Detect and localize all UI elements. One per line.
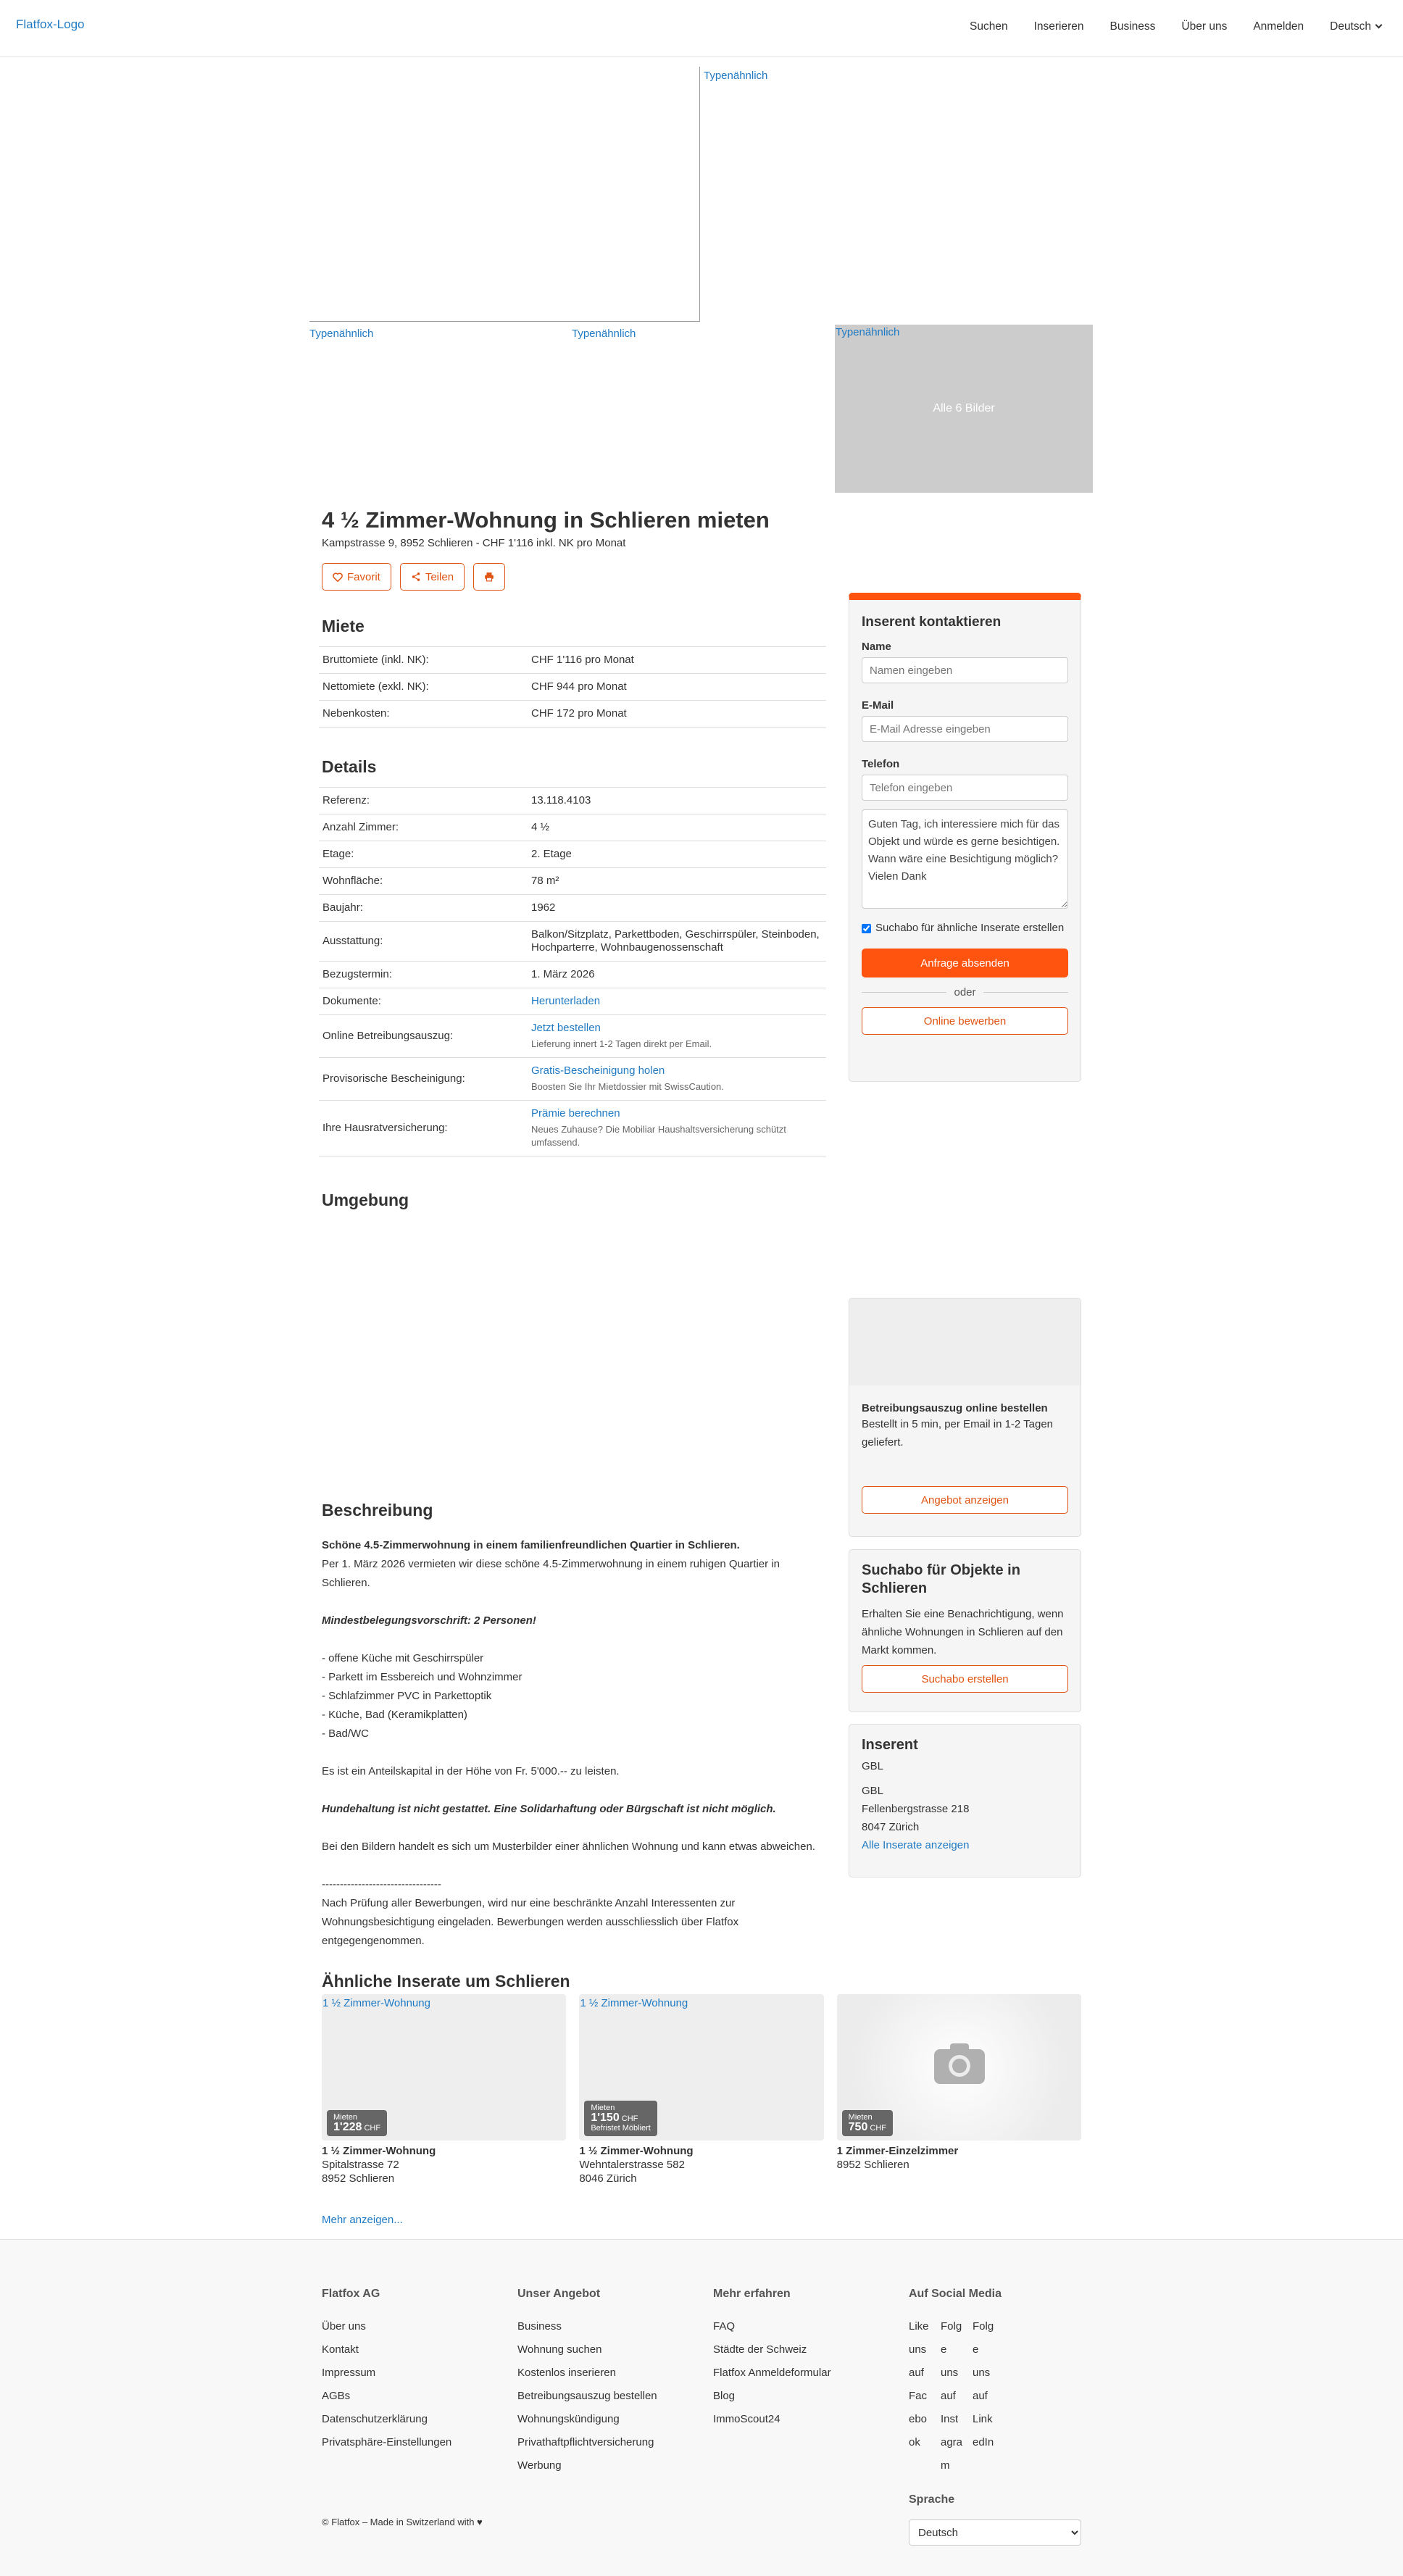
description-min-occupancy: Mindestbelegungsvorschrift: 2 Personen! [322, 1614, 536, 1627]
footer-column-offer [517, 2288, 657, 2477]
row-label: Nettomiete (exkl. NK): [319, 674, 528, 701]
promo-text: Bestellt in 5 min, per Email in 1-2 Tagen geliefert. [862, 1418, 1054, 1449]
row-value: 1962 [528, 895, 826, 922]
listing-image [322, 1994, 566, 2141]
share-label: Teilen [425, 570, 454, 583]
row-note: Boosten Sie Ihr Mietdossier mit SwissCaution. [531, 1081, 724, 1092]
listing-actions [322, 563, 505, 591]
description-process: Nach Prüfung aller Bewerbungen, wird nur eine beschränkte Anzahl Interessenten zur Wohnungsbesichtigung eingeladen. Bewerbungen werden ausschliesslich über Flatfox entgegengenommen. [322, 1897, 739, 1947]
gallery-image-label: Typenähnlich [836, 326, 900, 338]
row-label: Nebenkosten: [319, 701, 528, 728]
row-label: Baujahr: [319, 895, 528, 922]
footer-link[interactable]: Impressum [322, 2367, 376, 2379]
nav-business[interactable]: Business [1110, 20, 1156, 33]
table-row [319, 988, 826, 1015]
submit-inquiry-button[interactable]: Anfrage absenden [862, 949, 1068, 978]
name-label: Name [862, 641, 891, 653]
advertiser-street: Fellenbergstrasse 218 [862, 1803, 970, 1815]
description-capital: Es ist ein Anteilskapital in der Höhe von Fr. 5'000.-- zu leisten. [322, 1765, 620, 1777]
or-label: oder [954, 986, 976, 999]
nav-login[interactable]: Anmelden [1253, 20, 1304, 33]
or-divider [862, 986, 1068, 999]
badge-currency: CHF [870, 2124, 887, 2133]
surroundings-section-title: Umgebung [322, 1191, 409, 1209]
all-listings-link[interactable]: Alle Inserate anzeigen [862, 1839, 970, 1851]
nav-advertise[interactable]: Inserieren [1033, 20, 1084, 33]
show-more-link[interactable]: Mehr anzeigen... [322, 2214, 403, 2226]
badge-currency: CHF [364, 2124, 381, 2133]
description-intro: Per 1. März 2026 vermieten wir diese schöne 4.5-Zimmerwohnung in einem ruhigen Quartier in Schlieren. [322, 1558, 780, 1589]
listing-image-label: 1 ½ Zimmer-Wohnung [322, 1997, 430, 2009]
listing-name: 1 ½ Zimmer-Wohnung [579, 2145, 694, 2157]
language-label: Deutsch [1330, 20, 1371, 33]
listing-city: 8046 Zürich [579, 2172, 637, 2185]
listing-street: Wehntalerstrasse 582 [579, 2159, 685, 2171]
row-label: Bruttomiete (inkl. NK): [319, 647, 528, 674]
footer-column-learn [713, 2288, 831, 2431]
social-links [909, 2315, 1081, 2477]
row-value: CHF 172 pro Monat [528, 701, 826, 728]
description-body [322, 1536, 822, 1951]
chevron-down-icon [1375, 22, 1383, 29]
calculate-premium-link[interactable]: Prämie berechnen [531, 1107, 620, 1120]
table-row [319, 788, 826, 814]
similar-listings [322, 1994, 1081, 2185]
row-label: Provisorische Bescheinigung: [319, 1058, 528, 1101]
advertiser-city: 8047 Zürich [862, 1821, 920, 1833]
footer-link[interactable]: Kostenlos inserieren [517, 2367, 616, 2379]
footer-column-title: Unser Angebot [517, 2288, 601, 2300]
rent-section-title: Miete [322, 617, 365, 635]
name-input[interactable] [862, 657, 1068, 683]
footer-link[interactable]: Wohnungskündigung [517, 2413, 620, 2425]
apply-online-button[interactable]: Online bewerben [862, 1007, 1068, 1035]
gallery-main-image[interactable] [309, 67, 700, 322]
table-row [319, 962, 826, 988]
promo-title: Betreibungsauszug online bestellen [862, 1402, 1048, 1414]
badge-note: Befristet Möbliert [591, 2124, 651, 2133]
listing-city: 8952 Schlieren [322, 2172, 395, 2185]
footer-link[interactable]: Flatfox Anmeldeformular [713, 2367, 831, 2379]
favorite-button[interactable] [322, 563, 391, 591]
row-value: 78 m² [528, 868, 826, 895]
contact-form-card [849, 593, 1081, 1082]
print-icon [484, 572, 494, 582]
row-label: Anzahl Zimmer: [319, 814, 528, 841]
description-section-title: Beschreibung [322, 1501, 433, 1520]
footer-column-title: Auf Social Media [909, 2288, 1002, 2300]
row-label: Wohnfläche: [319, 868, 528, 895]
row-value: 2. Etage [528, 841, 826, 868]
row-label: Online Betreibungsauszug: [319, 1015, 528, 1058]
footer-column-company [322, 2288, 451, 2454]
order-debt-extract-link[interactable]: Jetzt bestellen [531, 1022, 601, 1034]
gallery-image-label[interactable]: Typenähnlich [309, 328, 374, 340]
footer-link[interactable]: Blog [713, 2390, 736, 2402]
description-separator: --------------------------------- [322, 1878, 441, 1891]
row-label: Bezugstermin: [319, 962, 528, 988]
page-title: 4 ½ Zimmer-Wohnung in Schlieren mieten [322, 507, 770, 533]
listing-street: Spitalstrasse 72 [322, 2159, 399, 2171]
footer-column-social [909, 2288, 1081, 2546]
camera-icon [934, 2042, 985, 2084]
table-row [319, 895, 826, 922]
similar-listing-card[interactable] [322, 1994, 566, 2185]
details-section-title: Details [322, 757, 377, 776]
description-headline: Schöne 4.5-Zimmerwohnung in einem familienfreundlichen Quartier in Schlieren. [322, 1539, 740, 1551]
table-row [319, 841, 826, 868]
row-label: Etage: [319, 841, 528, 868]
row-value: CHF 1'116 pro Monat [528, 647, 826, 674]
description-feature: - Schlafzimmer PVC in Parkettoptik [322, 1690, 492, 1702]
gallery-all-images-button[interactable] [835, 325, 1093, 493]
print-button[interactable] [473, 563, 505, 591]
rent-table [319, 646, 826, 728]
listing-name: 1 ½ Zimmer-Wohnung [322, 2145, 436, 2157]
badge-price: 750 [848, 2121, 868, 2133]
description-images-note: Bei den Bildern handelt es sich um Musterbilder einer ähnlichen Wohnung und kann etwas abweichen. [322, 1841, 815, 1853]
subscribe-checkbox[interactable] [862, 924, 871, 933]
row-value: 13.118.4103 [528, 788, 826, 814]
row-label: Ausstattung: [319, 922, 528, 962]
email-label: E-Mail [862, 699, 894, 712]
footer-link[interactable]: Werbung [517, 2459, 562, 2472]
similar-section-title: Ähnliche Inserate um Schlieren [322, 1972, 570, 1991]
instagram-link[interactable]: Folge uns auf Instagram [941, 2320, 963, 2472]
language-title: Sprache [909, 2493, 955, 2506]
listing-image-label: 1 ½ Zimmer-Wohnung [580, 1997, 688, 2009]
footer-link[interactable]: FAQ [713, 2320, 736, 2333]
table-row [319, 701, 826, 728]
listing-subtitle: Kampstrasse 9, 8952 Schlieren - CHF 1'116 inkl. NK pro Monat [322, 537, 626, 549]
free-certificate-link[interactable]: Gratis-Bescheinigung holen [531, 1064, 665, 1077]
badge-label: Mieten [848, 2113, 873, 2122]
description-pets: Hundehaltung ist nicht gestattet. Eine Solidarhaftung oder Bürgschaft ist nicht möglich. [322, 1803, 776, 1815]
footer-column-title: Mehr erfahren [713, 2288, 791, 2300]
listing-image [579, 1994, 823, 2141]
nav-search[interactable]: Suchen [970, 20, 1008, 33]
promo-image [849, 1299, 1081, 1385]
table-row [319, 674, 826, 701]
facebook-link[interactable]: Like uns auf Facebook [909, 2320, 929, 2448]
row-label: Dokumente: [319, 988, 528, 1015]
contact-title: Inserent kontaktieren [862, 614, 1002, 630]
footer-column-title: Flatfox AG [322, 2288, 380, 2300]
subscribe-row [862, 920, 1068, 937]
footer-link[interactable]: Business [517, 2320, 562, 2333]
price-badge [584, 2101, 657, 2136]
table-row [319, 647, 826, 674]
table-row [319, 1101, 826, 1156]
search-subscription-card [849, 1549, 1081, 1712]
footer-link[interactable]: Über uns [322, 2320, 366, 2333]
description-feature: - Parkett im Essbereich und Wohnzimmer [322, 1671, 523, 1683]
show-offer-button[interactable]: Angebot anzeigen [862, 1486, 1068, 1514]
language-select[interactable] [909, 2519, 1081, 2546]
share-button[interactable] [400, 563, 465, 591]
promo-card [849, 1298, 1081, 1537]
badge-label: Mieten [591, 2104, 615, 2112]
row-value: 4 ½ [528, 814, 826, 841]
footer-link[interactable]: ImmoScout24 [713, 2413, 780, 2425]
row-label: Ihre Hausratversicherung: [319, 1101, 528, 1156]
footer-link[interactable]: Datenschutzerklärung [322, 2413, 428, 2425]
table-row [319, 1058, 826, 1101]
listing-image [837, 1994, 1081, 2141]
share-icon [411, 572, 421, 582]
row-note: Lieferung innert 1-2 Tagen direkt per Email. [531, 1038, 712, 1049]
price-badge [842, 2110, 893, 2136]
price-badge [327, 2110, 387, 2136]
nav-about[interactable]: Über uns [1181, 20, 1228, 33]
footer-link[interactable]: Städte der Schweiz [713, 2343, 807, 2356]
table-row [319, 868, 826, 895]
footer-link[interactable]: Kontakt [322, 2343, 359, 2356]
download-documents-link[interactable]: Herunterladen [531, 995, 601, 1007]
footer-link[interactable]: Betreibungsauszug bestellen [517, 2390, 657, 2402]
advertiser-title: Inserent [862, 1737, 918, 1753]
main-nav [944, 20, 1381, 33]
advertiser-card [849, 1724, 1081, 1877]
similar-listing-card[interactable] [837, 1994, 1081, 2185]
table-row [319, 1015, 826, 1058]
row-note: Neues Zuhause? Die Mobiliar Haushaltsversicherung schützt umfassend. [531, 1124, 786, 1148]
table-row [319, 814, 826, 841]
footer-link[interactable]: Privathaftpflichtversicherung [517, 2436, 654, 2448]
footer-link[interactable]: AGBs [322, 2390, 351, 2402]
badge-currency: CHF [621, 2114, 638, 2123]
row-value: CHF 944 pro Monat [528, 674, 826, 701]
favorite-label: Favorit [347, 570, 380, 583]
create-subscription-button[interactable]: Suchabo erstellen [862, 1665, 1068, 1693]
gallery-image-label[interactable]: Typenähnlich [572, 328, 636, 340]
all-images-label: Alle 6 Bilder [933, 402, 995, 414]
badge-label: Mieten [333, 2113, 358, 2122]
subscription-text: Erhalten Sie eine Benachrichtigung, wenn ähnliche Wohnungen in Schlieren auf den Markt kommen. [862, 1608, 1064, 1656]
badge-price: 1'228 [333, 2121, 362, 2133]
description-feature: - Küche, Bad (Keramikplatten) [322, 1709, 467, 1721]
row-label: Referenz: [319, 788, 528, 814]
description-feature: - Bad/WC [322, 1727, 370, 1740]
gallery-image-label[interactable]: Typenähnlich [704, 70, 768, 82]
similar-listing-card[interactable] [579, 1994, 823, 2185]
subscription-title: Suchabo für Objekte in Schlieren [862, 1562, 1020, 1596]
description-feature: - offene Küche mit Geschirrspüler [322, 1652, 484, 1664]
linkedin-link[interactable]: Folge uns auf LinkedIn [973, 2320, 994, 2448]
details-table [319, 787, 826, 1156]
badge-price: 1'150 [591, 2112, 620, 2124]
footer-link[interactable]: Wohnung suchen [517, 2343, 602, 2356]
message-textarea[interactable] [862, 809, 1068, 909]
heart-icon [333, 572, 343, 582]
language-dropdown[interactable] [1330, 20, 1381, 33]
listing-name: 1 Zimmer-Einzelzimmer [836, 2145, 959, 2157]
copyright: © Flatfox – Made in Switzerland with ♥ [322, 2517, 483, 2527]
row-value: Balkon/Sitzplatz, Parkettboden, Geschirrspüler, Steinboden, Hochparterre, Wohnbaugenossenschaft [528, 922, 826, 962]
email-input[interactable] [862, 716, 1068, 742]
row-value: 1. März 2026 [528, 962, 826, 988]
phone-label: Telefon [862, 758, 900, 770]
advertiser-address-name: GBL [862, 1785, 884, 1797]
footer-link[interactable]: Privatsphäre-Einstellungen [322, 2436, 452, 2448]
site-header [0, 0, 1403, 57]
advertiser-name: GBL [862, 1760, 884, 1772]
table-row [319, 922, 826, 962]
subscribe-label: Suchabo für ähnliche Inserate erstellen [875, 922, 1065, 934]
listing-street: 8952 Schlieren [836, 2159, 909, 2171]
phone-input[interactable] [862, 775, 1068, 801]
site-footer [0, 2239, 1403, 2576]
flatfox-logo[interactable]: Flatfox-Logo [16, 17, 85, 31]
